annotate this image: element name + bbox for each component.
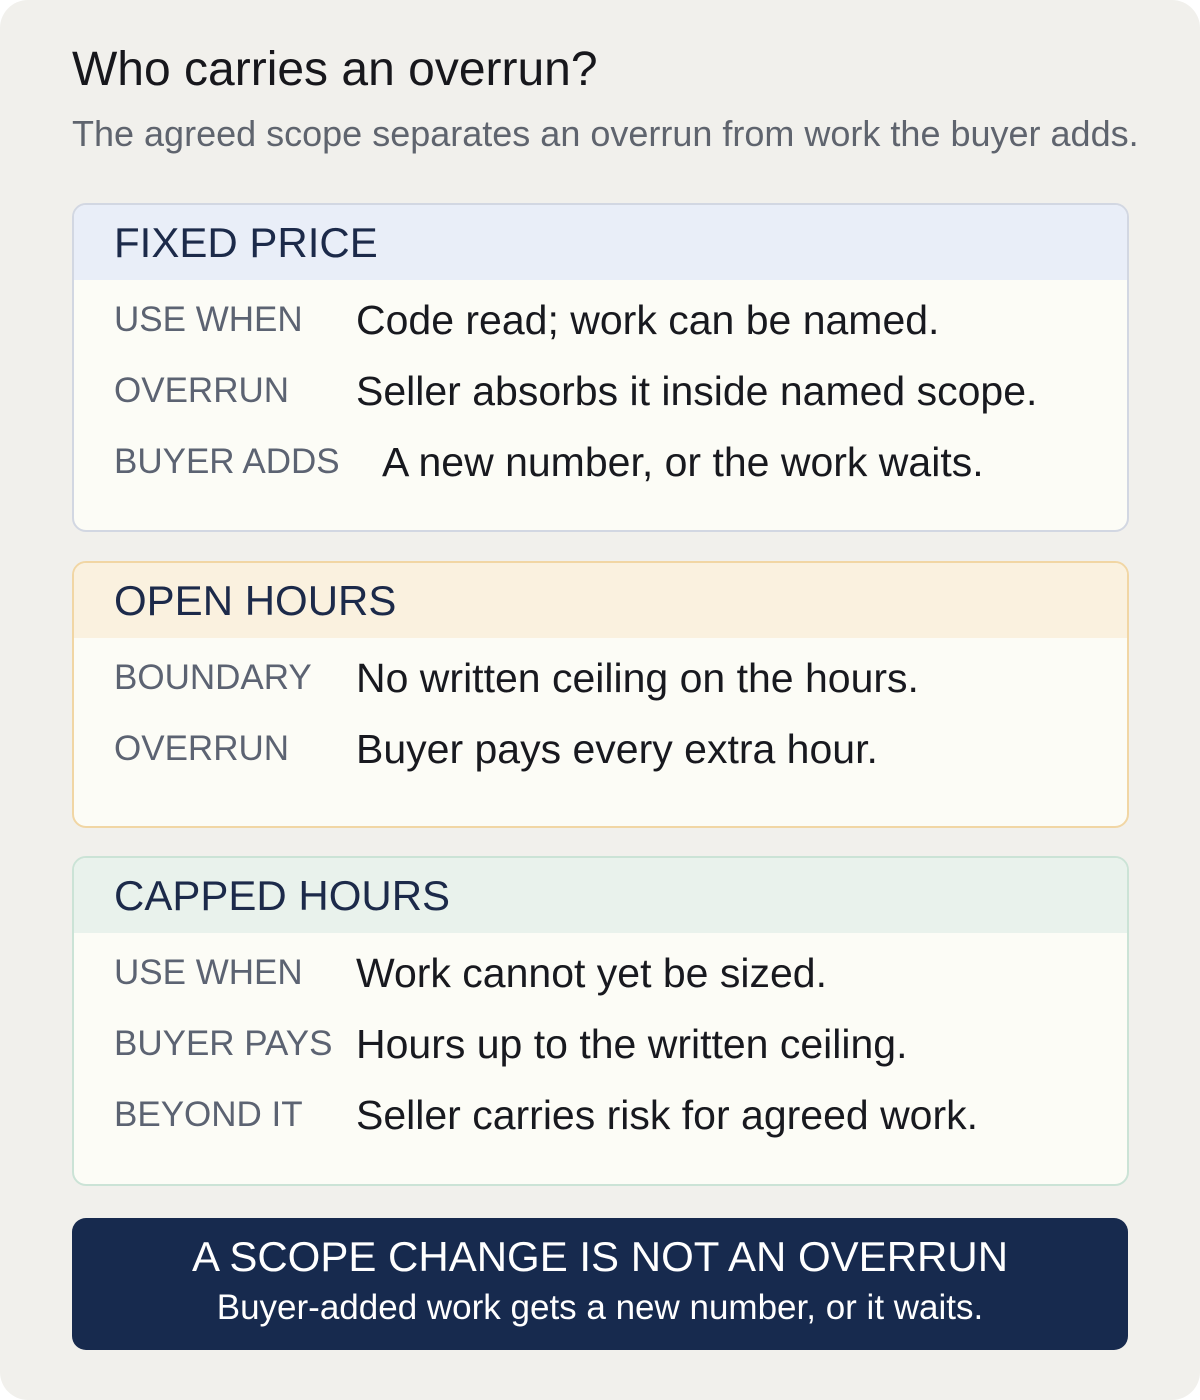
open-hours-card — [72, 561, 1129, 828]
row-value: No written ceiling on the hours. — [356, 655, 919, 701]
card-row — [114, 361, 1107, 421]
row-label: BEYOND IT — [114, 1095, 303, 1134]
fixed-price-card — [72, 203, 1129, 532]
row-value: Seller carries risk for agreed work. — [356, 1092, 979, 1138]
row-value: Seller absorbs it inside named scope. — [356, 368, 1038, 414]
card-row — [114, 290, 1107, 350]
page-title: Who carries an overrun? — [72, 43, 598, 96]
page-subtitle: The agreed scope separates an overrun from work the buyer adds. — [72, 113, 1139, 154]
row-value: Hours up to the written ceiling. — [356, 1021, 908, 1067]
row-value: Work cannot yet be sized. — [356, 950, 827, 996]
capped-hours-card — [72, 856, 1129, 1186]
row-label: USE WHEN — [114, 300, 303, 339]
card-row — [114, 943, 1107, 1003]
row-value: A new number, or the work waits. — [382, 439, 984, 485]
capped-hours-heading: CAPPED HOURS — [74, 858, 1127, 933]
open-hours-heading: OPEN HOURS — [74, 563, 1127, 638]
banner-title: A SCOPE CHANGE IS NOT AN OVERRUN — [191, 1233, 1009, 1280]
row-label: BOUNDARY — [114, 658, 312, 697]
row-label: USE WHEN — [114, 953, 303, 992]
banner-subtitle: Buyer-added work gets a new number, or it waits. — [216, 1288, 984, 1327]
card-row — [114, 1085, 1107, 1145]
row-label: BUYER PAYS — [114, 1024, 333, 1063]
card-row — [114, 1014, 1107, 1074]
scope-change-banner — [72, 1218, 1128, 1350]
row-value: Code read; work can be named. — [356, 297, 940, 343]
card-row — [114, 719, 1107, 779]
fixed-price-heading: FIXED PRICE — [74, 205, 1127, 280]
row-label: OVERRUN — [114, 371, 290, 410]
row-value: Buyer pays every extra hour. — [356, 726, 878, 772]
card-row — [114, 432, 1107, 492]
row-label: BUYER ADDS — [114, 442, 340, 481]
card-row — [114, 648, 1107, 708]
row-label: OVERRUN — [114, 729, 290, 768]
